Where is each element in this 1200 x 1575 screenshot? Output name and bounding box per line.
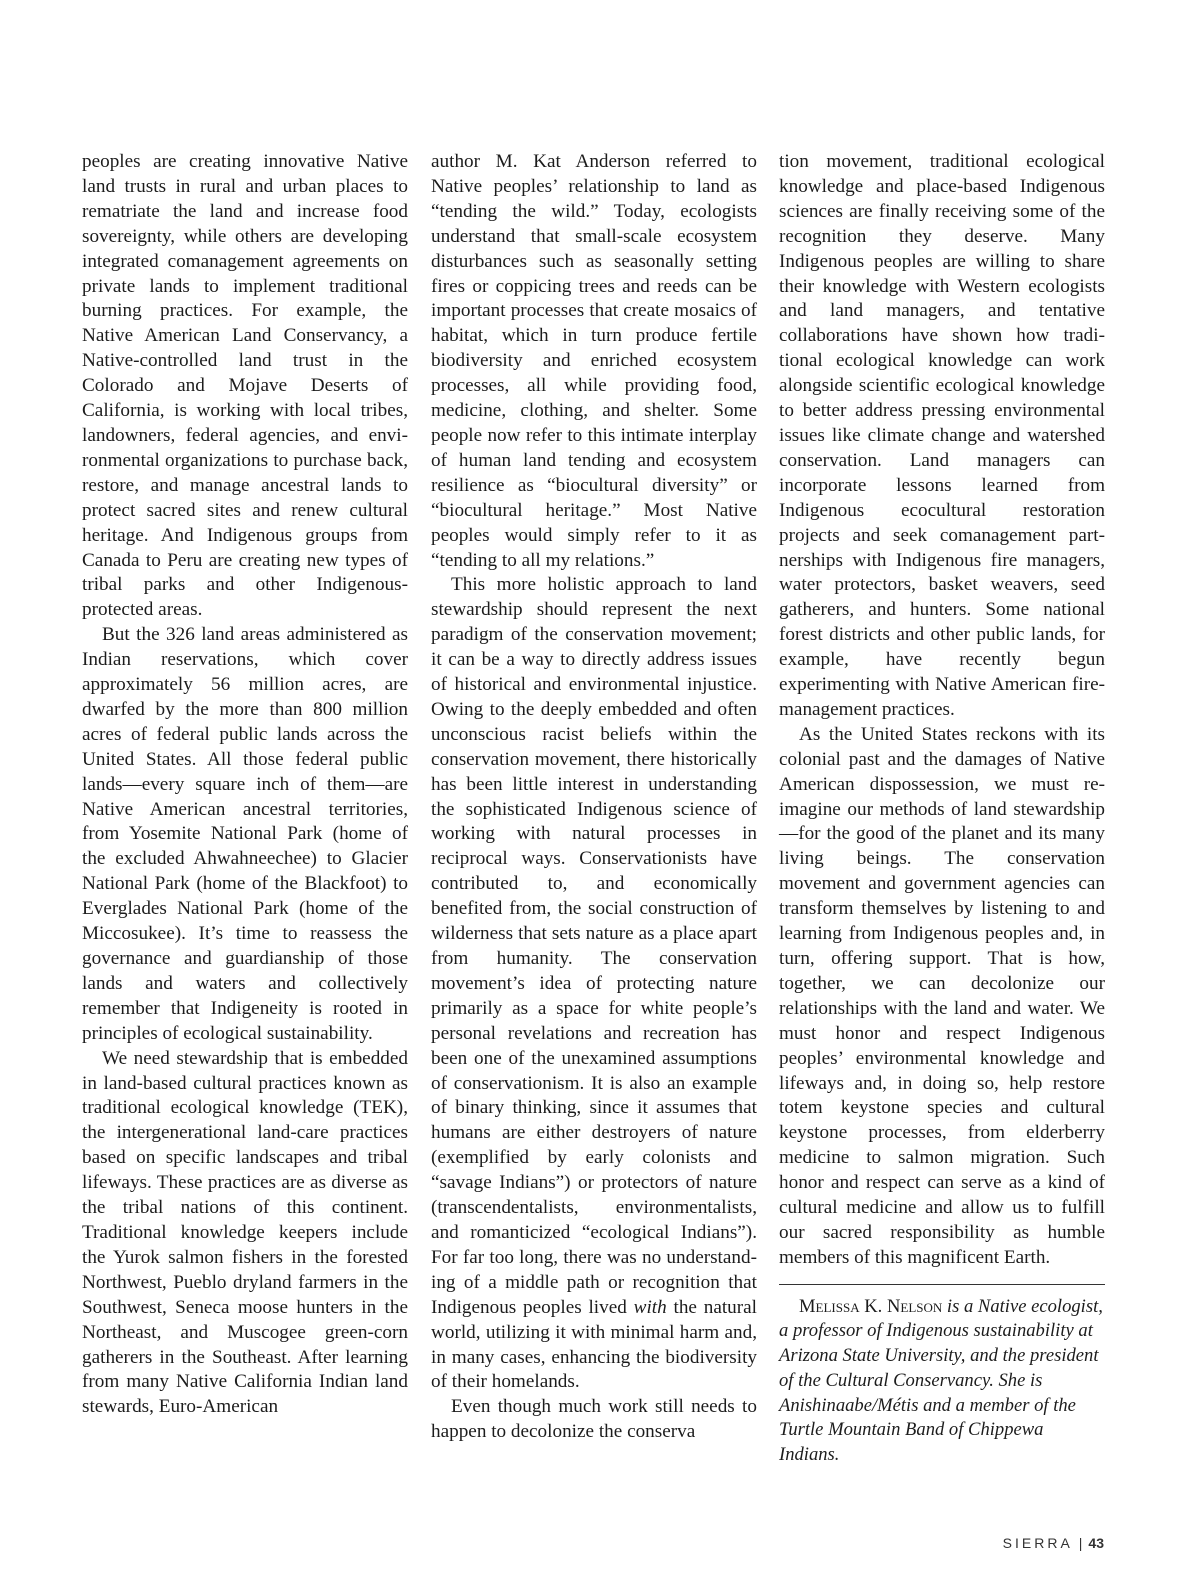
emphasis-text: with bbox=[633, 1296, 667, 1318]
paragraph: tion movement, traditional ecological knowledge and place-based Indigenous sciences are finally receiving some of the recognition they deserve. Many Indigenous peoples are willing to share their knowledge with Western ecologists and land managers, and tentative collaborations have shown how traditional ecological knowledge can work alongside scientific ecological knowledge to better address pressing environmental issues like climate change and watershed conservation. Land managers can incorporate lessons learned from Indigenous ecocultural restoration projects and seek comanagement partnerships with Indigenous fire managers, water protectors, basket weavers, seed gatherers, and hunters. Some national forest districts and other public lands, for example, have recently begun experimenting with Native American fire-management practices. bbox=[779, 151, 1105, 720]
paragraph: author M. Kat Anderson referred to Native peoples’ relationship to land as “tending the wild.” Today, ecologists understand that small-scale ecosystem disturbances such as seasonally setting fires or coppicing trees and reeds can be important processes that create mosaics of habitat, which in turn produce fertile biodiversity and enriched ecosystem processes, all while providing food, medicine, clothing, and shelter. Some people now refer to this intimate interplay of human land tending and ecosystem resilience as “biocultural diversity” or “biocultural heritage.” Most Native peoples would simply refer to it as “tending to all my relations.” bbox=[431, 151, 757, 571]
author-bio bbox=[779, 1295, 1105, 1468]
footer-separator: | bbox=[1078, 1535, 1083, 1551]
page-number: 43 bbox=[1088, 1535, 1104, 1551]
article-column-3 bbox=[779, 150, 1105, 1468]
author-description: is a Native ecologist, a professor of Indigenous sustainability at Arizona State University, and the president of the Cultural Conservancy. She is Anishinaabe/Métis and a member of the Turtle Mountain Band of Chippewa Indians. bbox=[779, 1295, 1103, 1465]
paragraph: We need stewardship that is embedded in land-based cultural practices known as traditional ecological knowledge (TEK), the intergenerational land-care practices based on specific landscapes and tribal lifeways. These practices are as diverse as the tribal nations of this continent. Traditional knowledge keepers include the Yurok salmon fishers in the forested Northwest, Pueblo dryland farmers in the Southwest, Seneca moose hunters in the Northeast, and Muscogee green-corn gatherers in the Southeast. After learning from many Native California Indian land stewards, Euro-American bbox=[82, 1047, 408, 1418]
paragraph: But the 326 land areas administered as Indian reservations, which cover approximately 56 million acres, are dwarfed by the more than 800 million acres of federal public lands across the United States. All those federal public lands—every square inch of them—are Native American ancestral territories, from Yosemite National Park (home of the excluded Ahwahneechee) to Glacier National Park (home of the Blackfoot) to Everglades National Park (home of the Miccosukee). It’s time to reassess the governance and guardianship of those lands and waters and collectively remember that Indigeneity is rooted in principles of ecological sustainability. bbox=[82, 624, 408, 1044]
paragraph-text: This more holistic approach to land stewardship should represent the next paradigm of the conservation movement; it can be a way to directly address issues of historical and environmental injustice. Owing to the deeply embedded and often unconscious racist beliefs within the conservation movement, there historically has been little interest in understanding the sophisticated Indigenous science of working with natural processes in reciprocal ways. Conservationists have contributed to, and economically benefited from, the social construction of wilderness that sets nature as a place apart from humanity. The conservation movement’s idea of protecting nature primarily as a space for white people’s personal revelations and recreation has been one of the unexamined assumptions of conservationism. It is also an example of binary thinking, since it assumes that humans are either destroyers of nature (exemplified by early colonists and “savage Indians”) or protectors of nature (transcendentalists, environmentalists, and romanticized “ecological Indians”). For far too long, there was no understanding of a middle path or recognition that Indigenous peoples lived bbox=[431, 574, 757, 1318]
paragraph bbox=[431, 573, 757, 1395]
article-column-1 bbox=[82, 150, 408, 1420]
paragraph-text-end: the natural world, utilizing it with minimal harm and, in many cases, enhancing the biodiversity of their homelands. bbox=[431, 1296, 758, 1393]
page-footer bbox=[1003, 1535, 1104, 1551]
paragraph: Even though much work still needs to happen to decolonize the conserva bbox=[431, 1396, 757, 1443]
paragraph: peoples are creating innovative Native land trusts in rural and urban places to rematriate the land and increase food sovereignty, while others are developing integrated comanagement agreements on private lands to implement traditional burning practices. For example, the Native American Land Conservancy, a Native-controlled land trust in the Colorado and Mojave Deserts of California, is working with local tribes, landowners, federal agencies, and environmental organizations to purchase back, restore, and manage ancestral lands to protect sacred sites and renew cultural heritage. And Indigenous groups from Canada to Peru are creating new types of tribal parks and other Indigenous-protected areas. bbox=[82, 151, 408, 621]
article-column-2 bbox=[431, 150, 757, 1445]
bio-divider bbox=[779, 1284, 1105, 1285]
magazine-name: SIERRA bbox=[1002, 1535, 1073, 1551]
author-name: Melissa K. Nelson bbox=[799, 1295, 943, 1317]
paragraph: As the United States reckons with its colonial past and the damages of Native American dispossession, we must reimagine our methods of land stewardship—for the good of the planet and its many living beings. The conservation movement and government agencies can transform themselves by listening to and learning from Indigenous peoples and, in turn, offering support. That is how, together, we can decolonize our relationships with the land and water. We must honor and respect Indigenous peoples’ environmental knowledge and lifeways and, in doing so, help restore totem keystone species and cultural keystone processes, from elderberry medicine to salmon migration. Such honor and respect can serve as a kind of cultural medicine and allow us to fulfill our sacred responsibility as humble members of this magnificent Earth. bbox=[779, 723, 1105, 1268]
